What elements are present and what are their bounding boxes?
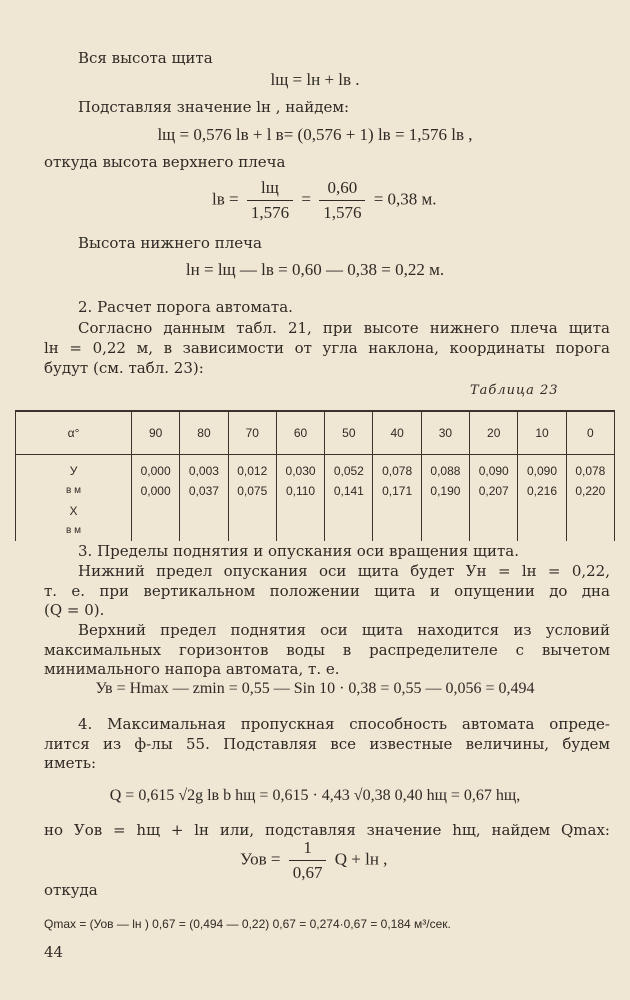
section-2-line-c: будут (см. табл. 23):: [44, 359, 204, 377]
header-angle: 10: [518, 411, 566, 455]
header-angle: 90: [132, 411, 180, 455]
eq3-mid: =: [301, 189, 311, 209]
fraction-2-denominator: 1,576: [323, 203, 362, 222]
cell-x: 0,110: [285, 484, 316, 498]
cell-y: 0,090: [527, 464, 558, 478]
equation-upper-arm: [212, 178, 437, 223]
cell-x: 0,207: [478, 484, 509, 498]
section-3-line-e: максимальных горизонтов воды в распределителе с вычетом: [44, 641, 610, 659]
fraction-1: [247, 178, 293, 223]
header-angle: 20: [470, 411, 518, 455]
eq-yov-rhs: Q + lн ,: [334, 849, 388, 869]
cell-y: 0,000: [140, 464, 171, 478]
line-upper-arm: откуда высота верхнего плеча: [44, 153, 286, 171]
section-2-line-a: Согласно данным табл. 21, при высоте нижнего плеча щита: [78, 319, 610, 337]
table-cell: [228, 455, 276, 542]
header-angle: 80: [180, 411, 228, 455]
cell-y: 0,012: [237, 464, 268, 478]
equation-substitution: lщ = 0,576 lв + l в= (0,576 + 1) lв = 1,576 lв ,: [157, 125, 473, 144]
table-cell: [421, 455, 469, 542]
section-4-line-a: 4. Максимальная пропускная способность автомата опреде-: [78, 715, 610, 733]
section-4-line-d: но Уов = hщ + lн или, подставляя значение hщ, найдем Qmax:: [44, 821, 610, 839]
header-alpha: α°: [16, 411, 132, 455]
header-angle: 40: [373, 411, 421, 455]
label-y: У: [69, 464, 78, 478]
eq3-rhs: = 0,38 м.: [373, 189, 437, 209]
cell-x: 0,220: [575, 484, 606, 498]
cell-x: 0,190: [430, 484, 461, 498]
section-3-line-a: Нижний предел опускания оси щита будет Ун = lн = 0,22,: [78, 562, 610, 580]
equation-discharge: Q = 0,615 √2g lв b hщ = 0,615 · 4,43 √0,38 0,40 hщ = 0,67 hщ,: [109, 787, 521, 804]
line-whence: откуда: [44, 881, 98, 899]
section-3-line-f: минимального напора автомата, т. е.: [44, 660, 340, 678]
section-4-line-c: иметь:: [44, 754, 97, 772]
cell-x: 0,075: [237, 484, 268, 498]
table-body-row: [16, 455, 615, 542]
cell-y: 0,030: [285, 464, 316, 478]
cell-y: 0,078: [575, 464, 606, 478]
coordinates-table: [15, 410, 615, 541]
line-total-height: Вся высота щита: [78, 49, 213, 67]
eq-yov-lhs: Уов =: [240, 849, 281, 869]
header-angle: 50: [325, 411, 373, 455]
section-3-line-d: Верхний предел поднятия оси щита находится из условий: [78, 621, 610, 639]
cell-x: 0,000: [140, 484, 171, 498]
equation-yov: [240, 838, 387, 883]
row-labels: [16, 455, 132, 542]
table-caption: Таблица 23: [470, 383, 559, 398]
eq3-lhs: lв =: [212, 189, 239, 209]
cell-y: 0,003: [188, 464, 219, 478]
table-cell: [325, 455, 373, 542]
fraction-1-denominator: 1,576: [250, 203, 290, 222]
cell-y: 0,078: [382, 464, 413, 478]
table-header-row: [16, 411, 615, 455]
equation-upper-limit: Ув = Hmax — zmin = 0,55 — Sin 10 · 0,38 = 0,55 — 0,056 = 0,494: [95, 680, 535, 697]
section-2-line-b: lн = 0,22 м, в зависимости от угла наклона, координаты порога: [44, 339, 610, 357]
cell-x: 0,141: [333, 484, 364, 498]
fraction-yov-numerator: 1: [289, 838, 327, 861]
section-4-line-b: лится из ф-лы 55. Подставляя все известные величины, будем: [44, 735, 610, 753]
table-cell: [180, 455, 228, 542]
header-angle: 0: [566, 411, 614, 455]
fraction-yov: [289, 838, 327, 883]
table-cell: [518, 455, 566, 542]
equation-total-height: lщ = lн + lв .: [270, 70, 360, 89]
section-3-line-b: т. е. при вертикальном положении щита и опущении до дна: [44, 582, 610, 600]
header-angle: 60: [276, 411, 324, 455]
cell-y: 0,088: [430, 464, 461, 478]
cell-x: 0,171: [382, 484, 413, 498]
label-x-unit: в м: [66, 525, 81, 536]
section-2-heading: 2. Расчет порога автомата.: [78, 298, 293, 316]
cell-y: 0,090: [478, 464, 509, 478]
equation-lower-arm: lн = lщ — lв = 0,60 — 0,38 = 0,22 м.: [185, 260, 445, 279]
table-cell: [132, 455, 180, 542]
header-angle: 30: [421, 411, 469, 455]
section-3-line-c: (Q = 0).: [44, 601, 105, 619]
label-y-unit: в м: [66, 485, 81, 496]
header-angle: 70: [228, 411, 276, 455]
section-3-heading: 3. Пределы поднятия и опускания оси вращения щита.: [78, 542, 519, 560]
table-cell: [373, 455, 421, 542]
equation-qmax: Qmax = (Уов — lн ) 0,67 = (0,494 — 0,22) 0,67 = 0,274·0,67 = 0,184 м³/сек.: [44, 917, 451, 931]
label-x: Х: [69, 504, 78, 518]
table-cell: [276, 455, 324, 542]
table-cell: [566, 455, 614, 542]
table-cell: [470, 455, 518, 542]
line-lower-arm: Высота нижнего плеча: [78, 234, 262, 252]
line-substituting: Подставляя значение lн , найдем:: [78, 98, 350, 116]
page-number: 44: [44, 943, 64, 961]
cell-x: 0,216: [527, 484, 558, 498]
cell-y: 0,052: [333, 464, 364, 478]
fraction-yov-denominator: 0,67: [292, 863, 323, 882]
fraction-2-numerator: 0,60: [319, 178, 365, 201]
fraction-2: [319, 178, 365, 223]
fraction-1-numerator: lщ: [247, 178, 293, 201]
cell-x: 0,037: [188, 484, 219, 498]
